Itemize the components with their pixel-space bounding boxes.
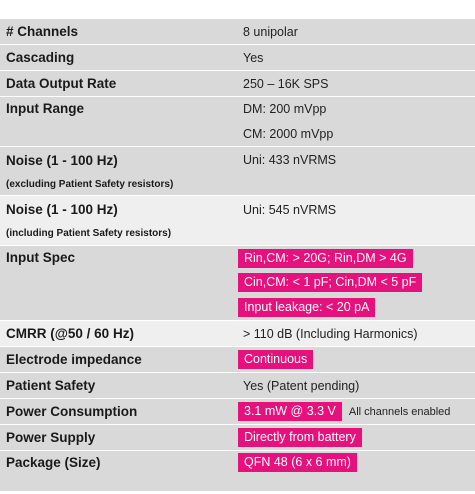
spec-row-electrode-impedance	[0, 347, 475, 373]
spec-label: Input Range	[6, 101, 84, 116]
spec-label: Noise (1 - 100 Hz)	[6, 152, 118, 168]
spec-row-noise-including	[0, 196, 475, 246]
spec-sublabel: (excluding Patient Safety resistors)	[6, 178, 174, 190]
spec-value: Uni: 545 nVRMS	[243, 203, 337, 217]
spec-label: Package (Size)	[6, 455, 101, 470]
spec-label: # Channels	[6, 24, 79, 39]
spec-label: Electrode impedance	[6, 352, 142, 367]
spec-sublabel: (including Patient Safety resistors)	[6, 228, 172, 240]
highlight-badge: 3.1 mW @ 3.3 V	[238, 402, 342, 421]
spec-label: Power Consumption	[6, 404, 138, 419]
spec-label: CMRR (@50 / 60 Hz)	[6, 326, 134, 341]
spec-label: Cascading	[6, 50, 75, 65]
spec-value: 250 – 16K SPS	[243, 76, 329, 91]
spec-table	[0, 19, 475, 494]
highlight-badge: Cin,CM: < 1 pF; Cin,DM < 5 pF	[238, 273, 422, 292]
spec-row-input-range	[0, 97, 475, 147]
spec-value-cm: CM: 2000 mVpp	[243, 126, 334, 141]
highlight-badge: Continuous	[238, 350, 313, 369]
spec-value: Uni: 433 nVRMS	[243, 153, 337, 167]
spec-label: Noise (1 - 100 Hz)	[6, 201, 118, 217]
spec-row-patient-safety	[0, 373, 475, 399]
spec-row-data-output-rate	[0, 71, 475, 97]
highlight-badge: QFN 48 (6 x 6 mm)	[238, 453, 357, 472]
spec-value-dm: DM: 200 mVpp	[243, 102, 327, 117]
spec-row-power-supply	[0, 425, 475, 451]
spec-label: Data Output Rate	[6, 76, 117, 91]
spec-row-cascading	[0, 45, 475, 71]
highlight-badge: Rin,CM: > 20G; Rin,DM > 4G	[238, 249, 413, 268]
spec-label: Input Spec	[6, 250, 76, 265]
highlight-badge: Directly from battery	[238, 428, 362, 447]
spec-value: 8 unipolar	[243, 24, 298, 39]
highlight-badge: Input leakage: < 20 pA	[238, 298, 375, 317]
spec-value: Yes	[243, 50, 264, 65]
spec-label: Patient Safety	[6, 378, 96, 393]
spec-value: > 110 dB (Including Harmonics)	[243, 326, 418, 341]
spec-label: Power Supply	[6, 430, 96, 445]
spec-row-cmrr	[0, 321, 475, 347]
spec-row-power-consumption	[0, 399, 475, 425]
spec-value: Yes (Patent pending)	[243, 378, 360, 393]
spec-row-noise-excluding	[0, 147, 475, 196]
spec-row-input-spec	[0, 246, 475, 321]
spec-row-channels	[0, 19, 475, 45]
spec-row-package	[0, 451, 475, 491]
spec-note: All channels enabled	[348, 405, 451, 418]
